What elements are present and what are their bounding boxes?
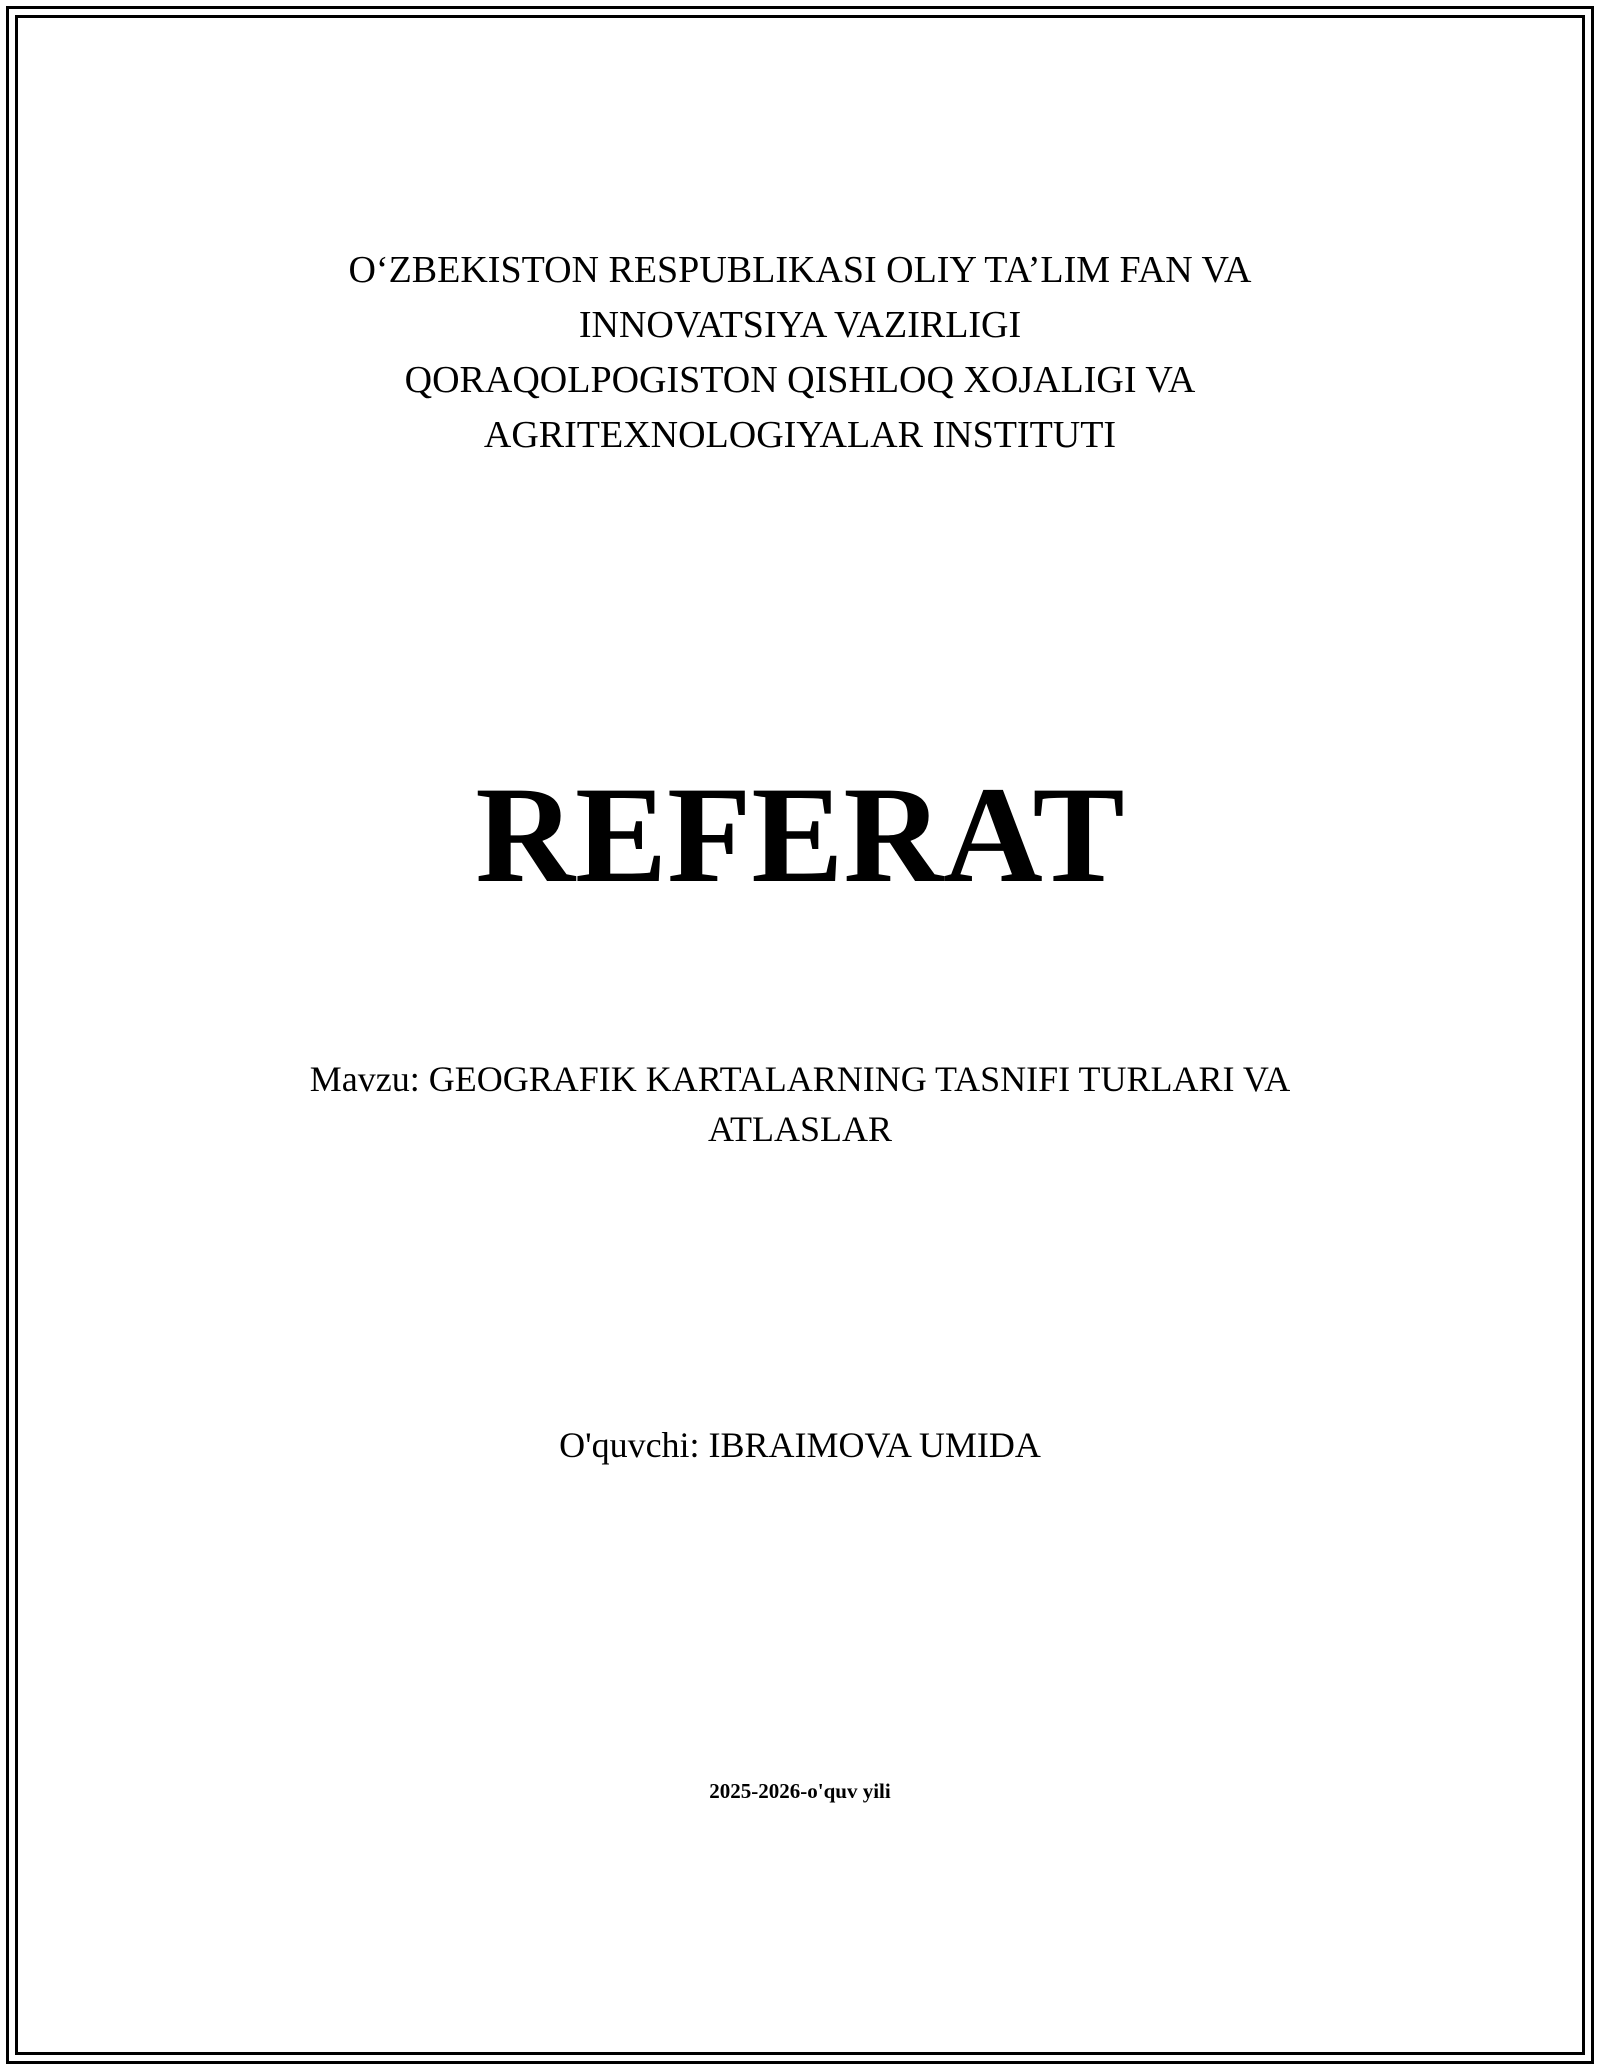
institution-header: [0, 243, 1600, 463]
document-title: REFERAT: [475, 758, 1125, 911]
topic-line: Mavzu: GEOGRAFIK KARTALARNING TASNIFI TURLARI VA: [309, 1059, 1291, 1099]
student-name: O'quvchi: IBRAIMOVA UMIDA: [559, 1425, 1041, 1465]
topic-block: [0, 1054, 1600, 1154]
topic-line: ATLASLAR: [707, 1109, 892, 1149]
header-line: O‘ZBEKISTON RESPUBLIKASI OLIY TA’LIM FAN VA: [348, 249, 1252, 291]
header-line: INNOVATSIYA VAZIRLIGI: [578, 304, 1022, 346]
academic-year: 2025-2026-o'quv yili: [709, 1779, 891, 1803]
header-line: QORAQOLPOGISTON QISHLOQ XOJALIGI VA: [404, 359, 1196, 401]
header-line: AGRITEXNOLOGIYALAR INSTITUTI: [483, 414, 1117, 456]
